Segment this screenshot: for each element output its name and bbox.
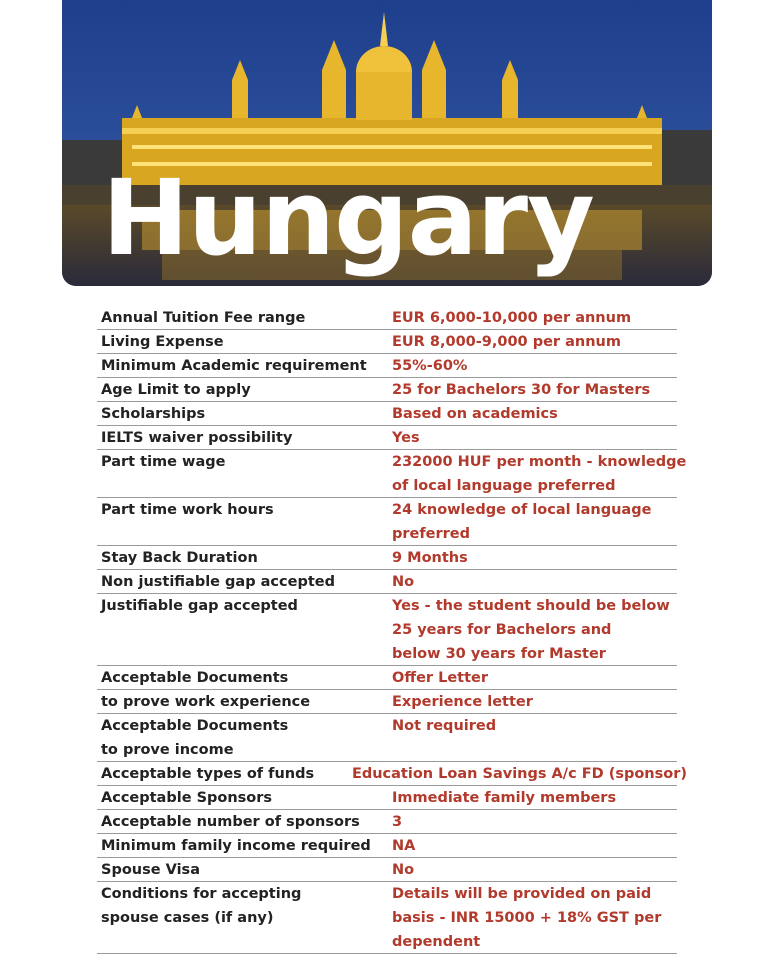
row-label-line: Living Expense: [101, 334, 224, 350]
hero-banner: [62, 0, 712, 286]
row-value-line: 232000 HUF per month - knowledge: [392, 454, 687, 470]
row-value-line: No: [392, 862, 415, 878]
row-value-line: Not required: [392, 718, 497, 734]
row-value-line: EUR 8,000-9,000 per annum: [392, 334, 621, 350]
table-row: [97, 762, 687, 786]
row-label: [97, 330, 392, 354]
row-value-line: dependent: [392, 934, 481, 950]
table-row: [97, 690, 687, 714]
row-value-line: EUR 6,000-10,000 per annum: [392, 310, 632, 326]
row-value: [392, 402, 687, 426]
row-value-line: below 30 years for Master: [392, 646, 606, 662]
row-value-line: Education Loan Savings A/c FD (sponsor): [351, 766, 687, 782]
row-label: [97, 762, 352, 786]
table-row: [97, 858, 687, 882]
row-value-line: Details will be provided on paid: [392, 886, 652, 902]
row-label-line: Non justifiable gap accepted: [101, 574, 335, 590]
row-value-line: NA: [392, 838, 416, 854]
row-label: [97, 402, 392, 426]
row-label: [97, 594, 392, 666]
row-value: [392, 834, 687, 858]
row-value: [392, 426, 687, 450]
row-value: [392, 330, 687, 354]
page-title: Hungary: [102, 157, 594, 279]
row-value: [392, 714, 687, 762]
row-value: [392, 570, 687, 594]
row-label-line: Annual Tuition Fee range: [101, 310, 306, 326]
row-value-line: of local language preferred: [392, 478, 616, 494]
row-value-line: 25 years for Bachelors and: [392, 622, 612, 638]
row-label: [97, 810, 392, 834]
row-value: [392, 306, 687, 330]
row-label: [97, 450, 392, 498]
row-label: [97, 690, 392, 714]
table-row: [97, 354, 687, 378]
table-row: [97, 378, 687, 402]
row-value-line: 25 for Bachelors 30 for Masters: [392, 382, 651, 398]
table-row: [97, 402, 687, 426]
table-row: [97, 330, 687, 354]
row-value: [392, 858, 687, 882]
row-value-line: Yes: [392, 430, 420, 446]
table-row: [97, 498, 687, 546]
row-label-line: spouse cases (if any): [101, 910, 274, 926]
row-value: [392, 450, 687, 498]
row-label: [97, 354, 392, 378]
table-row: [97, 882, 687, 954]
row-value: [392, 810, 687, 834]
row-value-line: 3: [392, 814, 403, 830]
info-table: [97, 306, 687, 954]
row-label-line: Acceptable types of funds: [101, 766, 315, 782]
row-label: [97, 546, 392, 570]
row-label-line: Scholarships: [101, 406, 206, 422]
row-label: [97, 498, 392, 546]
row-value: [392, 882, 687, 954]
row-value-line: 24 knowledge of local language: [392, 502, 652, 518]
row-label-line: Justifiable gap accepted: [101, 598, 298, 614]
table-row: [97, 306, 687, 330]
row-label-line: Acceptable Documents: [101, 670, 289, 686]
row-value: [392, 786, 687, 810]
row-label-line: Conditions for accepting: [101, 886, 302, 902]
row-value-line: No: [392, 574, 415, 590]
table-row: [97, 810, 687, 834]
row-value: [392, 354, 687, 378]
row-label-line: Acceptable number of sponsors: [101, 814, 360, 830]
row-label-line: Part time work hours: [101, 502, 274, 518]
row-label: [97, 834, 392, 858]
row-label-line: Acceptable Sponsors: [101, 790, 273, 806]
row-value: [392, 666, 687, 690]
row-label: [97, 714, 392, 762]
row-value: [392, 378, 687, 402]
row-label-line: Part time wage: [101, 454, 226, 470]
row-label: [97, 786, 392, 810]
row-value-line: Immediate family members: [392, 790, 617, 806]
row-label: [97, 666, 392, 690]
row-value: [392, 498, 687, 546]
table-row: [97, 570, 687, 594]
row-value-line: Experience letter: [392, 694, 533, 710]
row-value-line: Yes - the student should be below: [392, 598, 670, 614]
row-label: [97, 882, 392, 954]
table-row: [97, 450, 687, 498]
row-value-line: 9 Months: [392, 550, 468, 566]
table-row: [97, 426, 687, 450]
row-label-line: Minimum family income required: [101, 838, 371, 854]
table-row: [97, 594, 687, 666]
row-label: [97, 378, 392, 402]
row-value-line: basis - INR 15000 + 18% GST per: [392, 910, 662, 926]
row-label-line: IELTS waiver possibility: [101, 430, 293, 446]
row-value-line: preferred: [392, 526, 471, 542]
row-label-line: Acceptable Documents: [101, 718, 289, 734]
table-row: [97, 666, 687, 690]
row-label-line: to prove work experience: [101, 694, 311, 710]
table-row: [97, 786, 687, 810]
row-label-line: Minimum Academic requirement: [101, 358, 367, 374]
row-label: [97, 426, 392, 450]
row-label-line: Stay Back Duration: [101, 550, 258, 566]
row-value-line: Based on academics: [392, 406, 558, 422]
row-value: [352, 762, 687, 786]
row-label: [97, 570, 392, 594]
row-value-line: 55%-60%: [392, 358, 468, 374]
table-row: [97, 546, 687, 570]
row-label: [97, 858, 392, 882]
table-row: [97, 714, 687, 762]
row-label-line: to prove income: [101, 742, 234, 758]
row-label: [97, 306, 392, 330]
row-value: [392, 690, 687, 714]
row-value-line: Offer Letter: [392, 670, 489, 686]
table-row: [97, 834, 687, 858]
row-label-line: Age Limit to apply: [101, 382, 251, 398]
row-value: [392, 546, 687, 570]
row-value: [392, 594, 687, 666]
row-label-line: Spouse Visa: [101, 862, 200, 878]
